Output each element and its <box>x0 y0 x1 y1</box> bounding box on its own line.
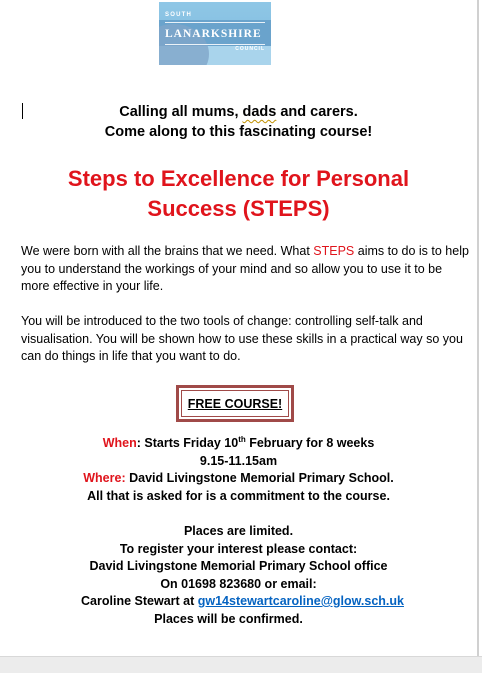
logo-text-lanarkshire: LANARKSHIRE <box>165 28 262 40</box>
when-label: When <box>102 436 137 450</box>
commitment-line: All that is asked for is a commitment to the course. <box>87 488 390 503</box>
page-right-edge <box>477 0 479 656</box>
intro-text <box>0 102 477 142</box>
places-limited: Places are limited. <box>183 524 294 538</box>
steps-highlight: STEPS <box>313 244 355 258</box>
paragraph-tools: You will be introduced to the two tools of change: controlling self-talk and visualisation. You will be shown how to use these skills in a practical way so you can do things in life that you want to do. <box>21 314 463 363</box>
free-course-box <box>176 385 294 422</box>
contact-details <box>0 523 477 628</box>
register-line: To register your interest please contact: <box>119 541 358 556</box>
course-title <box>0 164 477 224</box>
confirmed-line: Places will be confirmed. <box>154 611 303 626</box>
title-line-2: Success (STEPS) <box>147 196 330 221</box>
where-line: Where: David Livingstone Memorial Primary School. <box>83 471 394 485</box>
where-label: Where: <box>83 471 126 485</box>
phone-line: On 01698 823680 or email: <box>160 576 317 591</box>
intro-line-2: Come along to this fascinating course! <box>104 124 373 140</box>
logo-text-council: COUNCIL <box>235 46 265 52</box>
intro-line-1: Calling all mums, dads and carers. <box>119 104 358 120</box>
course-details <box>0 435 477 505</box>
time-line: 9.15-11.15am <box>199 453 278 468</box>
south-lanarkshire-council-logo <box>159 2 271 65</box>
email-line: Caroline Stewart at gw14stewartcaroline@glow.sch.uk <box>81 594 404 608</box>
page-bottom-gap <box>0 656 482 673</box>
title-line-1: Steps to Excellence for Personal <box>67 166 410 191</box>
paragraph-intro: We were born with all the brains that we need. What STEPS aims to do is to help you to understand the workings of your mind and so allow you to use it to be more effective in your life. <box>21 244 469 293</box>
logo-text-south: SOUTH <box>165 12 192 18</box>
when-line: When: Starts Friday 10th February for 8 weeks <box>102 434 375 450</box>
email-link[interactable]: gw14stewartcaroline@glow.sch.uk <box>197 594 404 608</box>
free-course-label: FREE COURSE! <box>181 390 289 417</box>
office-line: David Livingstone Memorial Primary School office <box>89 559 388 573</box>
spellcheck-word-dads[interactable]: dads <box>242 104 277 120</box>
